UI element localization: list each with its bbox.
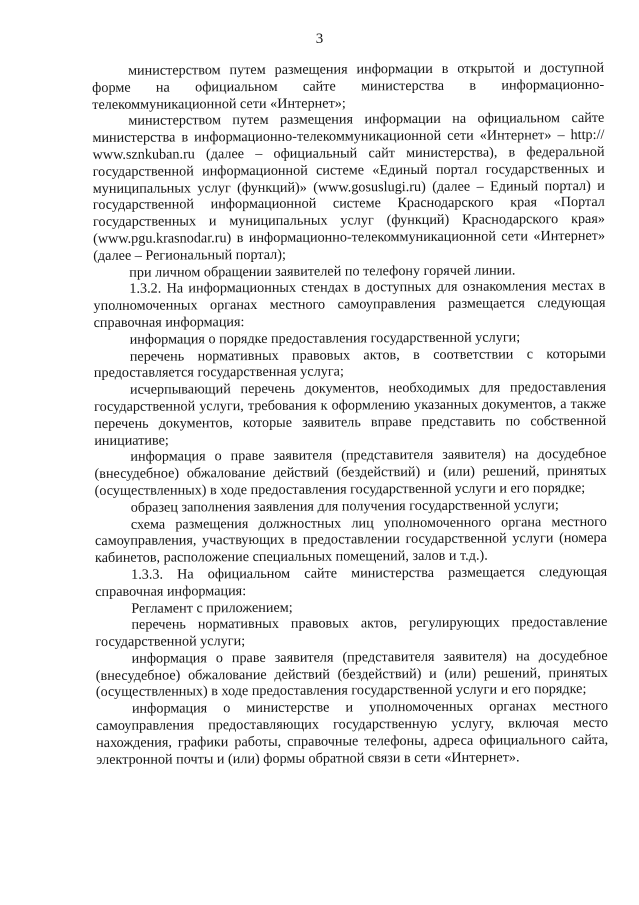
list-item: перечень нормативных правовых актов, в соответствии с которыми предоставляется государственная услуга; (93, 345, 606, 382)
list-item: информация о праве заявителя (представителя заявителя) на досудебное (внесудебное) обжалование действий (бездействий) и (или) решений, принятых (осуществленных) в ходе предоставления государственной услуги и его порядке; (94, 446, 607, 499)
section-paragraph: 1.3.2. На информационных стендах в доступных для ознакомления местах в уполномоченных органах местного самоуправления размещается следующая справочная информация: (93, 278, 606, 331)
paragraph: министерством путем размещения информации в открытой и доступной форме на официальном сайте министерства в информационно-телекоммуникационной сети «Интернет»; (92, 59, 605, 113)
list-item: исчерпывающий перечень документов, необходимых для предоставления государственной услуги, требования к оформлению указанных документов, а также перечень документов, которые заявитель вправе представить по собственной инициативе; (94, 379, 607, 449)
list-item: информация о министерстве и уполномоченных органах местного самоуправления предоставляющих государственную услугу, включая место нахождения, графики работы, справочные телефоны, адреса официального сайта, электронной почты и (или) формы обратной связи в сети «Интернет». (96, 698, 609, 768)
section-paragraph: 1.3.3. На официальном сайте министерства размещается следующая справочная информация: (95, 563, 608, 600)
list-item: схема размещения должностных лиц уполномоченного органа местного самоуправления, участвующих в предоставлении государственной услуги (номера кабинетов, расположение специальных помещений, залов и т.д.). (94, 513, 607, 567)
list-item: перечень нормативных правовых актов, регулирующих предоставление государственной услуги; (95, 614, 608, 651)
list-item: информация о порядке предоставления государственной услуги; (129, 329, 521, 348)
list-item: Регламент с приложением; (131, 599, 293, 617)
page-number: 3 (315, 31, 324, 47)
list-item: информация о праве заявителя (представителя заявителя) на досудебное (внесудебное) обжалование действий (бездействий) и (или) решений, принятых (осуществленных) в ходе предоставления государственной услуги и его порядке; (95, 647, 608, 701)
list-item: образец заполнения заявления для получения государственной услуги; (130, 496, 559, 516)
paragraph: при личном обращении заявителей по телефону горячей линии. (129, 261, 516, 281)
document-body (92, 60, 608, 769)
paragraph: министерством путем размещения информации на официальном сайте министерства в информационно-телекоммуникационной сети «Интернет» – http:// www.sznkuban.ru (далее – официальный сайт министерства), в федеральной государственной информационной системе «Единый портал государственных и муниципальных услуг (функций)» (www.gosuslugi.ru) (далее – Единый портал) и государственной информационной системе Краснодарского края «Портал государственных и муниципальных услуг (функций) Краснодарского края» (www.pgu.krasnodar.ru) в информационно-телекоммуникационной сети «Интернет» (далее – Региональный портал); (92, 110, 606, 264)
